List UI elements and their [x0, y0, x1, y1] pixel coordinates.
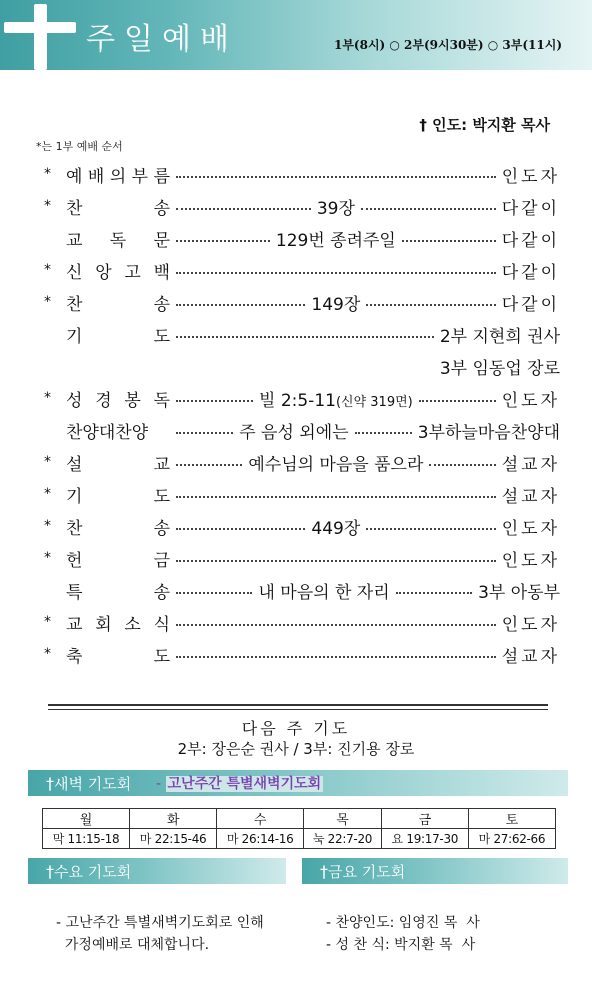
friday-prayer-label: [320, 861, 405, 882]
asterisk-mark: *: [44, 262, 51, 278]
dotted-leader: [176, 400, 253, 402]
order-who: 3부하늘마음찬양대: [417, 422, 560, 443]
table-header-cell: 수: [217, 809, 304, 829]
table-header-row: [43, 809, 556, 829]
order-note: *는 1부 예배 순서: [36, 140, 123, 153]
asterisk-mark: *: [44, 646, 51, 662]
order-content-text: 빌 2:5-11: [259, 390, 336, 411]
order-item-char: 찬양대찬양: [66, 422, 149, 443]
order-item-char: 름: [153, 166, 170, 187]
order-item-char: 신: [66, 262, 83, 283]
order-content-small: (신약 319면): [335, 394, 413, 410]
order-content-text: 449장: [311, 518, 361, 539]
order-row: [44, 158, 560, 190]
dotted-leader: [176, 336, 434, 338]
asterisk-mark: *: [44, 390, 51, 406]
order-leader-dots: [170, 514, 502, 539]
order-item-char: 송: [153, 518, 170, 539]
order-item: [66, 482, 170, 507]
dotted-leader: [176, 208, 311, 210]
order-who: 인도자: [501, 518, 560, 539]
order-of-service: [44, 158, 560, 670]
order-who: 다같이: [501, 198, 560, 219]
order-who: 다같이: [501, 230, 560, 251]
order-row: [44, 478, 560, 510]
order-row: [44, 350, 560, 382]
asterisk-mark: *: [44, 294, 51, 310]
order-row: [44, 510, 560, 542]
header-banner: [0, 0, 592, 70]
dotted-leader: [366, 304, 495, 306]
friday-note-line: - 찬양인도: 임영진 목 사: [326, 915, 480, 931]
order-item-char: 금: [153, 550, 170, 571]
order-item-char: 예: [66, 166, 83, 187]
page-title: 주일예배: [86, 22, 238, 57]
order-leader-dots: [170, 266, 502, 274]
divider: [48, 704, 548, 710]
asterisk-mark: *: [44, 486, 51, 502]
order-leader-dots: [170, 194, 502, 219]
order-item: [66, 610, 170, 635]
order-leader-dots: [170, 618, 502, 626]
wednesday-prayer-band: [28, 858, 286, 884]
order-item-char: 특: [66, 582, 83, 603]
order-item: [66, 194, 170, 219]
order-leader-dots: [170, 330, 440, 338]
order-row: [44, 382, 560, 414]
order-row: [44, 318, 560, 350]
cross-mark-icon: †: [320, 862, 328, 881]
dotted-leader: [366, 528, 495, 530]
cross-mark-icon: †: [46, 862, 54, 881]
dotted-leader: [176, 496, 496, 498]
order-who: 다같이: [501, 294, 560, 315]
order-row: [44, 414, 560, 446]
order-row: [44, 254, 560, 286]
order-content: [233, 418, 354, 443]
table-header-cell: 토: [468, 809, 555, 829]
order-who: 다같이: [501, 262, 560, 283]
order-row: [44, 574, 560, 606]
order-item-char: 배: [87, 166, 105, 187]
order-item-char: 송: [153, 198, 170, 219]
order-item-char: 문: [153, 230, 170, 251]
order-item: [66, 546, 170, 571]
asterisk-mark: *: [44, 614, 51, 630]
order-who: 설교자: [501, 454, 560, 475]
order-row: [44, 446, 560, 478]
dotted-leader: [176, 304, 305, 306]
dotted-leader: [176, 272, 496, 274]
order-content: [242, 450, 429, 475]
table-cell: 마 22:15-46: [130, 829, 217, 849]
order-item: [66, 642, 170, 667]
dotted-leader: [176, 464, 242, 466]
worship-leader: † 인도: 박지환 목사: [419, 116, 550, 134]
order-row: [44, 606, 560, 638]
order-item: [66, 162, 170, 187]
order-item: [66, 290, 170, 315]
wednesday-prayer-title: 수요 기도회: [54, 863, 132, 881]
order-item: [66, 578, 170, 603]
order-content-text: 주 음성 외에는: [239, 422, 349, 443]
order-item: [66, 450, 170, 475]
order-content: [305, 290, 366, 315]
order-item-char: 찬: [66, 518, 83, 539]
dotted-leader: [429, 464, 495, 466]
order-item-char: 송: [153, 582, 170, 603]
dotted-leader: [176, 432, 233, 434]
order-who: 3부 임동업 장로: [439, 358, 560, 379]
order-item-char: 찬: [66, 294, 83, 315]
subtitle-text: 고난주간 특별새벽기도회: [167, 776, 322, 792]
service-times: 1부(8시) ○ 2부(9시30분) ○ 3부(11시): [333, 38, 562, 52]
dotted-leader: [176, 176, 496, 178]
order-content-text: 39장: [316, 198, 355, 219]
dawn-prayer-band: [28, 770, 568, 796]
order-row: [44, 222, 560, 254]
order-leader-dots: [170, 450, 502, 475]
wednesday-prayer-label: [46, 861, 131, 882]
order-item-char: 도: [153, 326, 170, 347]
order-item-char: 송: [153, 294, 170, 315]
order-row: [44, 190, 560, 222]
wednesday-notes: [56, 912, 264, 956]
cross-icon: [34, 4, 47, 70]
order-row: [44, 638, 560, 670]
order-item-char: 성: [66, 390, 83, 411]
friday-prayer-title: 금요 기도회: [328, 863, 406, 881]
order-content: [252, 578, 395, 603]
dawn-prayer-label: [46, 773, 131, 794]
dotted-leader: [176, 240, 270, 242]
order-item-char: 독: [109, 230, 127, 251]
order-item-char: 찬: [66, 198, 83, 219]
order-item-char: 소: [124, 614, 141, 635]
order-item-char: 축: [66, 646, 83, 667]
order-item: [66, 514, 170, 539]
dotted-leader: [176, 592, 252, 594]
order-who: 설교자: [501, 646, 560, 667]
table-cell: 마 27:62-66: [468, 829, 555, 849]
order-leader-dots: [170, 226, 502, 251]
order-item-char: 교: [153, 454, 170, 475]
order-content-text: 예수님의 마음을 품으라: [248, 454, 424, 475]
table-cell: 마 26:14-16: [217, 829, 304, 849]
table-cell: 눅 22:7-20: [304, 829, 382, 849]
table-header-cell: 목: [304, 809, 382, 829]
order-who: 2부 지현희 권사: [439, 326, 560, 347]
order-item-char: 기: [66, 326, 83, 347]
asterisk-mark: *: [44, 550, 51, 566]
cross-icon-bar: [4, 22, 76, 33]
order-row: [44, 286, 560, 318]
order-who: 인도자: [501, 614, 560, 635]
dotted-leader: [361, 208, 496, 210]
order-who: 인도자: [501, 390, 560, 411]
friday-prayer-band: [302, 858, 568, 884]
table-header-cell: 화: [130, 809, 217, 829]
order-item-char: 교: [66, 614, 83, 635]
order-item: [66, 386, 170, 411]
dotted-leader: [402, 240, 496, 242]
order-item-char: 독: [153, 390, 170, 411]
order-item-char: 도: [153, 486, 170, 507]
dotted-leader: [176, 560, 496, 562]
order-item-char: 식: [153, 614, 170, 635]
order-item-char: 회: [95, 614, 112, 635]
order-leader-dots: [170, 290, 502, 315]
order-item-char: 앙: [95, 262, 112, 283]
order-item-char: 도: [153, 646, 170, 667]
order-leader-dots: [170, 418, 418, 443]
order-who: 인도자: [501, 550, 560, 571]
order-leader-dots: [170, 170, 502, 178]
order-content: [311, 194, 361, 219]
friday-notes: [326, 912, 480, 956]
order-leader-dots: [170, 554, 502, 562]
order-item-char: 의: [109, 166, 127, 187]
table-cell: 요 19:17-30: [381, 829, 468, 849]
table-row: [43, 829, 556, 849]
order-leader-dots: [170, 386, 502, 411]
subtitle-dash: -: [156, 776, 166, 792]
order-who: 설교자: [501, 486, 560, 507]
order-item-char: 고: [124, 262, 141, 283]
order-content-text: 149장: [311, 294, 361, 315]
cross-mark-icon: †: [46, 774, 54, 793]
order-leader-dots: [170, 578, 478, 603]
asterisk-mark: *: [44, 198, 51, 214]
order-item-char: 설: [66, 454, 83, 475]
dotted-leader: [176, 656, 496, 658]
order-item: [66, 322, 170, 347]
dawn-prayer-title: 새벽 기도회: [54, 775, 132, 793]
next-week-title: 다음 주 기도: [241, 719, 351, 738]
wednesday-note-line: - 고난주간 특별새벽기도회로 인해: [56, 915, 264, 931]
order-leader-dots: [170, 650, 502, 658]
order-item-char: 봉: [124, 390, 141, 411]
order-item-char: 헌: [66, 550, 83, 571]
table-header-cell: 월: [43, 809, 130, 829]
dawn-prayer-subtitle: [156, 773, 323, 793]
order-item: [66, 418, 170, 443]
order-content: [270, 226, 402, 251]
dotted-leader: [419, 400, 496, 402]
order-item-char: 기: [66, 486, 83, 507]
order-item-char: 경: [95, 390, 112, 411]
dotted-leader: [355, 432, 412, 434]
order-item: [66, 226, 170, 251]
table-header-cell: 금: [381, 809, 468, 829]
order-content-text: 129번 종려주일: [275, 230, 396, 251]
order-content: [305, 514, 366, 539]
dawn-readings-table: [42, 808, 556, 849]
order-content-text: 내 마음의 한 자리: [258, 582, 390, 603]
order-leader-dots: [170, 490, 502, 498]
dotted-leader: [176, 528, 305, 530]
order-item-char: 부: [131, 166, 149, 187]
wednesday-note-line: 가정예배로 대체합니다.: [56, 937, 210, 953]
dotted-leader: [396, 592, 472, 594]
asterisk-mark: *: [44, 518, 51, 534]
order-item-char: 백: [153, 262, 170, 283]
order-who: 3부 아동부: [478, 582, 560, 603]
friday-note-line: - 성 찬 식: 박지환 목 사: [326, 937, 476, 953]
order-item: [66, 258, 170, 283]
next-week-prayer: 2부: 장은순 권사 / 3부: 진기용 장로: [177, 740, 415, 758]
order-content: [253, 386, 419, 411]
order-row: [44, 542, 560, 574]
asterisk-mark: *: [44, 166, 51, 182]
order-who: 인도자: [501, 166, 560, 187]
order-item-char: 교: [66, 230, 83, 251]
table-cell: 막 11:15-18: [43, 829, 130, 849]
asterisk-mark: *: [44, 454, 51, 470]
dotted-leader: [176, 624, 496, 626]
